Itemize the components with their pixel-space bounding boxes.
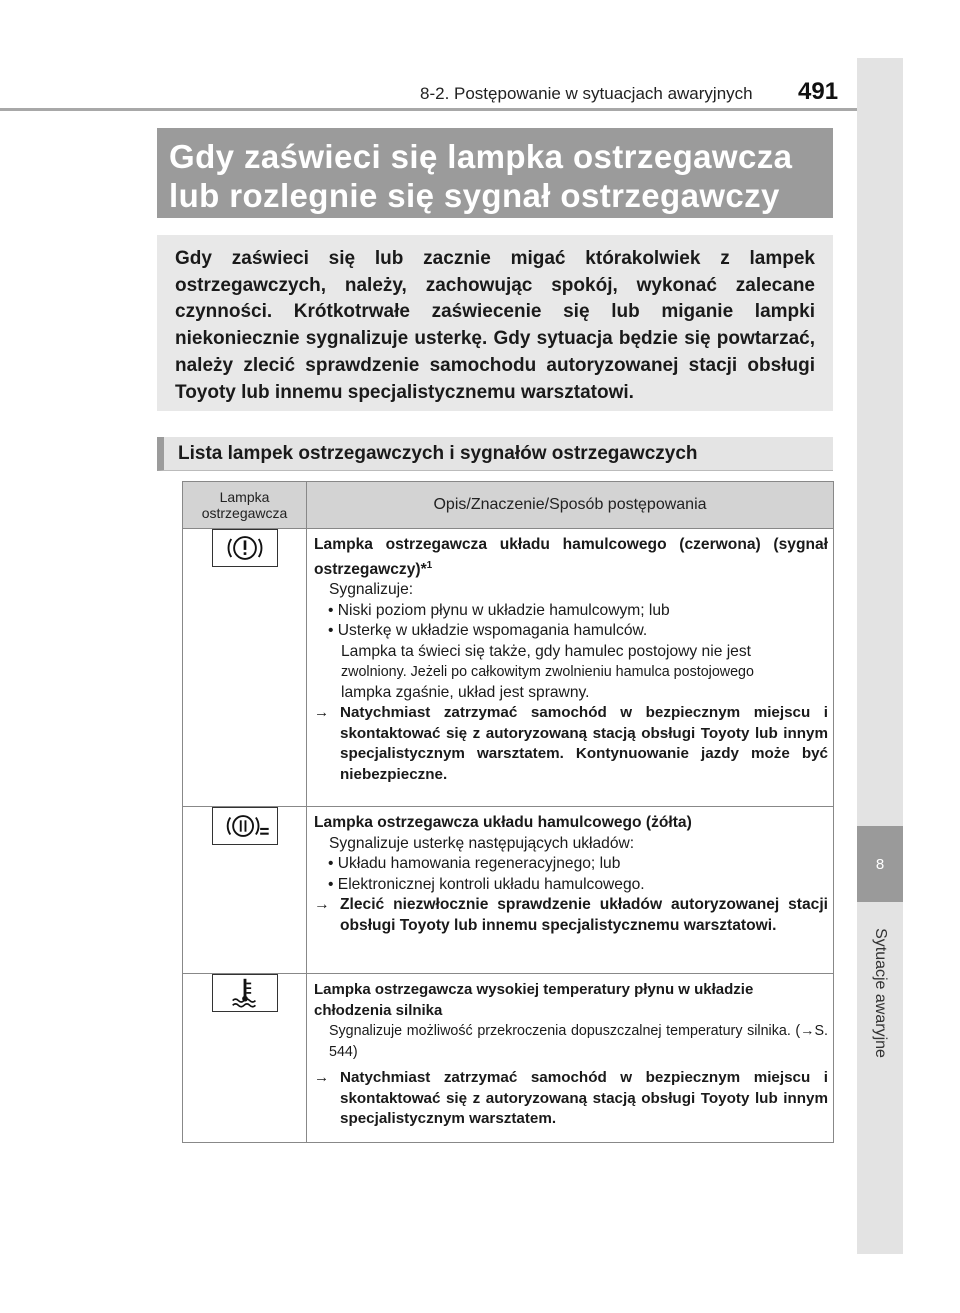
signal-text: Sygnalizuje możliwość przekroczenia dopuszczalnej temperatury silnika. (→S. 544) [329, 1023, 828, 1060]
brake-warning-icon [212, 529, 278, 567]
section-heading: 8-2. Postępowanie w sytuacjach awaryjnych [420, 84, 753, 103]
brake-system-icon [212, 807, 278, 845]
table-row [183, 807, 834, 974]
icon-cell [183, 974, 307, 1143]
lamp-title: Lampka ostrzegawcza wysokiej temperatury płynu w układzie chłodzenia silnika [314, 981, 754, 1019]
bullet-item: • Układu hamowania regeneracyjnego; lub [314, 854, 828, 875]
warning-lamp-table [182, 481, 834, 1143]
intro-text: Gdy zaświeci się lub zacznie migać którakolwiek z lampek ostrzegawczych, należy, zachowując spokój, wykonać zalecane czynności. Krótkotrwałe zaświecenie się lub miganie lampki niekoniecznie sygnalizuje usterkę. Gdy sytuacja będzie się powtarzać, należy zlecić sprawdzenie samochodu autoryzowanej stacji obsługi Toyoty lub innemu specjalistycznemu warsztatowi. [175, 248, 815, 403]
description-cell [307, 807, 834, 974]
description-cell [307, 529, 834, 807]
bullet-item: • Niski poziom płynu w układzie hamulcowym; lub [314, 601, 828, 622]
signal-text: Sygnalizuje: [329, 581, 414, 599]
column-header-lamp: Lampka ostrzegawcza [183, 482, 307, 529]
note-line: zwolniony. Jeżeli po całkowitym zwolnieniu hamulca postojowego [341, 664, 754, 681]
chapter-label [857, 908, 903, 1078]
title-banner [157, 128, 833, 218]
icon-cell [183, 529, 307, 807]
note-line: lampka zgaśnie, układ jest sprawny. [341, 683, 590, 701]
action-text: Natychmiast zatrzymać samochód w bezpiecznym miejscu i skontaktować się z autoryzowaną stacją obsługi Toyoty lub innym specjalistycznym warsztatem. Kontynuowanie jazdy może być niebezpieczne. [340, 704, 828, 783]
action-text: Natychmiast zatrzymać samochód w bezpiecznym miejscu i skontaktować się z autoryzowaną stacją obsługi Toyoty lub innym specjalistycznym warsztatem. [340, 1069, 828, 1127]
description-cell [307, 974, 834, 1143]
column-header-description: Opis/Znaczenie/Sposób postępowania [307, 482, 834, 529]
action-text: Zlecić niezwłocznie sprawdzenie układów autoryzowanej stacji obsługi Toyoty lub innemu specjalistycznemu warsztatowi. [340, 896, 828, 934]
subheading-text: Lista lampek ostrzegawczych i sygnałów ostrzegawczych [178, 443, 698, 464]
arrow-icon: → [314, 896, 330, 913]
title-line-1: Gdy zaświeci się lampka ostrzegawcza [169, 138, 793, 175]
bullet-item: • Usterkę w układzie wspomagania hamulców. [314, 621, 828, 642]
page-number: 491 [798, 78, 839, 105]
coolant-temperature-icon [212, 974, 278, 1012]
list-subheading [157, 437, 833, 471]
signal-text: Sygnalizuje usterkę następujących układów: [329, 834, 635, 852]
lamp-title: Lampka ostrzegawcza układu hamulcowego (żółta) [314, 814, 692, 831]
footnote-marker: 1 [426, 559, 433, 571]
note-line: Lampka ta świeci się także, gdy hamulec postojowy nie jest [341, 642, 751, 660]
chapter-number: 8 [875, 855, 885, 873]
lamp-title: Lampka ostrzegawcza układu hamulcowego (czerwona) (sygnał ostrzegawczy)* [314, 536, 828, 578]
intro-box [157, 235, 833, 411]
table-row [183, 529, 834, 807]
header-rule [0, 108, 857, 111]
title-line-2: lub rozlegnie się sygnał ostrzegawczy [169, 177, 780, 214]
arrow-icon: → [314, 1069, 330, 1086]
chapter-tab[interactable] [857, 826, 903, 902]
chapter-title: Sytuacje awaryjne [872, 928, 889, 1058]
bullet-item: • Elektronicznej kontroli układu hamulcowego. [314, 875, 828, 896]
table-row [183, 974, 834, 1143]
arrow-icon: → [314, 704, 330, 722]
icon-cell [183, 807, 307, 974]
table-header-row [183, 482, 834, 529]
